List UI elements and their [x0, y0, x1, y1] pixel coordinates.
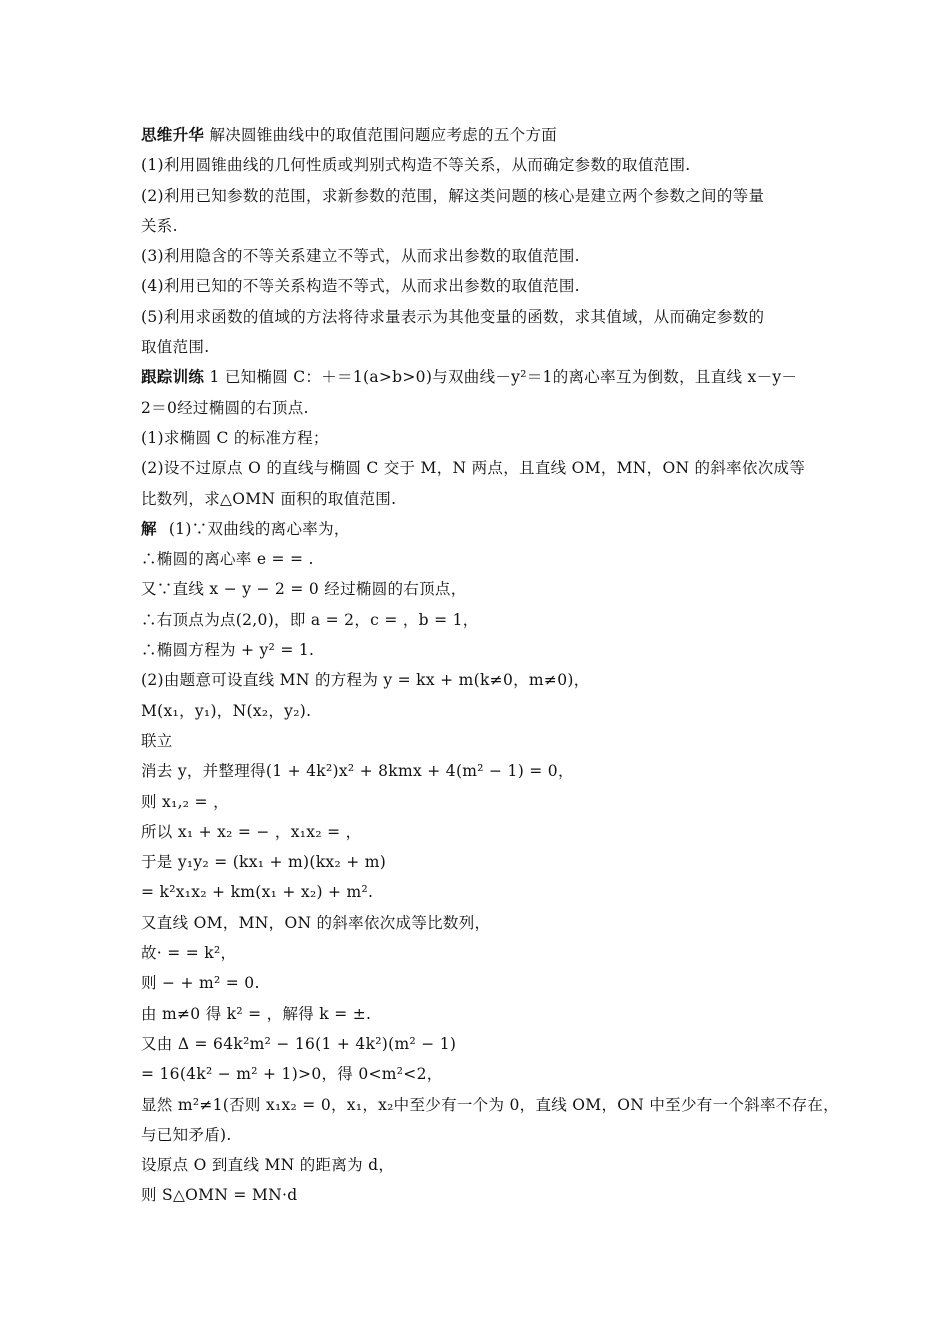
exercise-heading: 跟踪训练 [141, 367, 205, 387]
solution-line: 由 m≠0 得 k² = ，解得 k = ±. [141, 1004, 372, 1023]
exercise-line: 1 已知椭圆 C：＋＝1(a>b>0)与双曲线－y²＝1的离心率互为倒数，且直线 x－y－ [209, 368, 798, 387]
solution-line: (1)∵双曲线的离心率为， [168, 519, 350, 538]
solution-line: 则 − + m² = 0. [141, 974, 260, 993]
solution-line: (2)由题意可设直线 MN 的方程为 y = kx + m(k≠0，m≠0)， [141, 671, 590, 690]
solution-line: 则 S△OMN = MN·d [141, 1186, 298, 1205]
summary-point: (1)利用圆锥曲线的几何性质或判别式构造不等关系，从而确定参数的取值范围. [141, 156, 691, 175]
exercise-heading-line [141, 362, 821, 392]
solution-line: 与已知矛盾). [141, 1125, 232, 1144]
solution-line: 于是 y₁y₂ = (kx₁ + m)(kx₂ + m) [141, 853, 387, 872]
summary-point: 关系. [141, 216, 178, 235]
exercise-line: (2)设不过原点 O 的直线与椭圆 C 交于 M，N 两点，且直线 OM，MN，ON 的斜率依次成等 [141, 459, 806, 478]
solution-line: 消去 y，并整理得(1 + 4k²)x² + 8kmx + 4(m² − 1) = 0， [141, 762, 574, 781]
solution-line: 又由 Δ = 64k²m² − 16(1 + 4k²)(m² − 1) [141, 1034, 457, 1053]
summary-point: (4)利用已知的不等关系构造不等式，从而求出参数的取值范围. [141, 277, 580, 296]
solution-line: 则 x₁,₂ = ， [141, 792, 229, 811]
solution-line: ∴椭圆的离心率 e = = . [141, 550, 314, 569]
summary-point: 取值范围. [141, 338, 210, 357]
solution-line: 设原点 O 到直线 MN 的距离为 d， [141, 1156, 395, 1175]
solution-line: ∴右顶点为点(2,0)，即 a = 2，c = ，b = 1， [141, 610, 479, 629]
document-page [141, 120, 839, 1211]
solution-line: 故· = = k²， [141, 944, 237, 963]
solution-line: 联立 [141, 731, 173, 750]
solution-line: 所以 x₁ + x₂ = − ，x₁x₂ = ， [141, 822, 362, 841]
solution-line: 显然 m²≠1(否则 x₁x₂ = 0，x₁，x₂中至少有一个为 0，直线 OM，ON 中至少有一个斜率不存在， [141, 1095, 839, 1114]
solution-line: 又∵直线 x − y − 2 = 0 经过椭圆的右顶点， [141, 580, 467, 599]
exercise-line: (1)求椭圆 C 的标准方程； [141, 428, 329, 447]
solution-heading: 解 [141, 518, 157, 538]
summary-point: (5)利用求函数的值域的方法将待求量表示为其他变量的函数，求其值域，从而确定参数的 [141, 307, 765, 326]
solution-heading-line [141, 514, 821, 544]
solution-line: = k²x₁x₂ + km(x₁ + x₂) + m². [141, 883, 374, 902]
summary-title: 解决圆锥曲线中的取值范围问题应考虑的五个方面 [209, 126, 558, 144]
solution-line: = 16(4k² − m² + 1)>0，得 0<m²<2， [141, 1065, 443, 1084]
exercise-line: 2＝0经过椭圆的右顶点. [141, 398, 309, 417]
summary-heading: 思维升华 [141, 125, 205, 144]
summary-point: (3)利用隐含的不等关系建立不等式，从而求出参数的取值范围. [141, 247, 580, 266]
summary-point: (2)利用已知参数的范围，求新参数的范围，解这类问题的核心是建立两个参数之间的等量 [141, 186, 765, 205]
exercise-line: 比数列，求△OMN 面积的取值范围. [141, 489, 397, 508]
solution-line: 又直线 OM，MN，ON 的斜率依次成等比数列， [141, 913, 491, 932]
solution-line: ∴椭圆方程为 + y² = 1. [141, 641, 315, 660]
solution-line: M(x₁，y₁)，N(x₂，y₂). [141, 701, 312, 720]
summary-heading-line [141, 120, 821, 150]
